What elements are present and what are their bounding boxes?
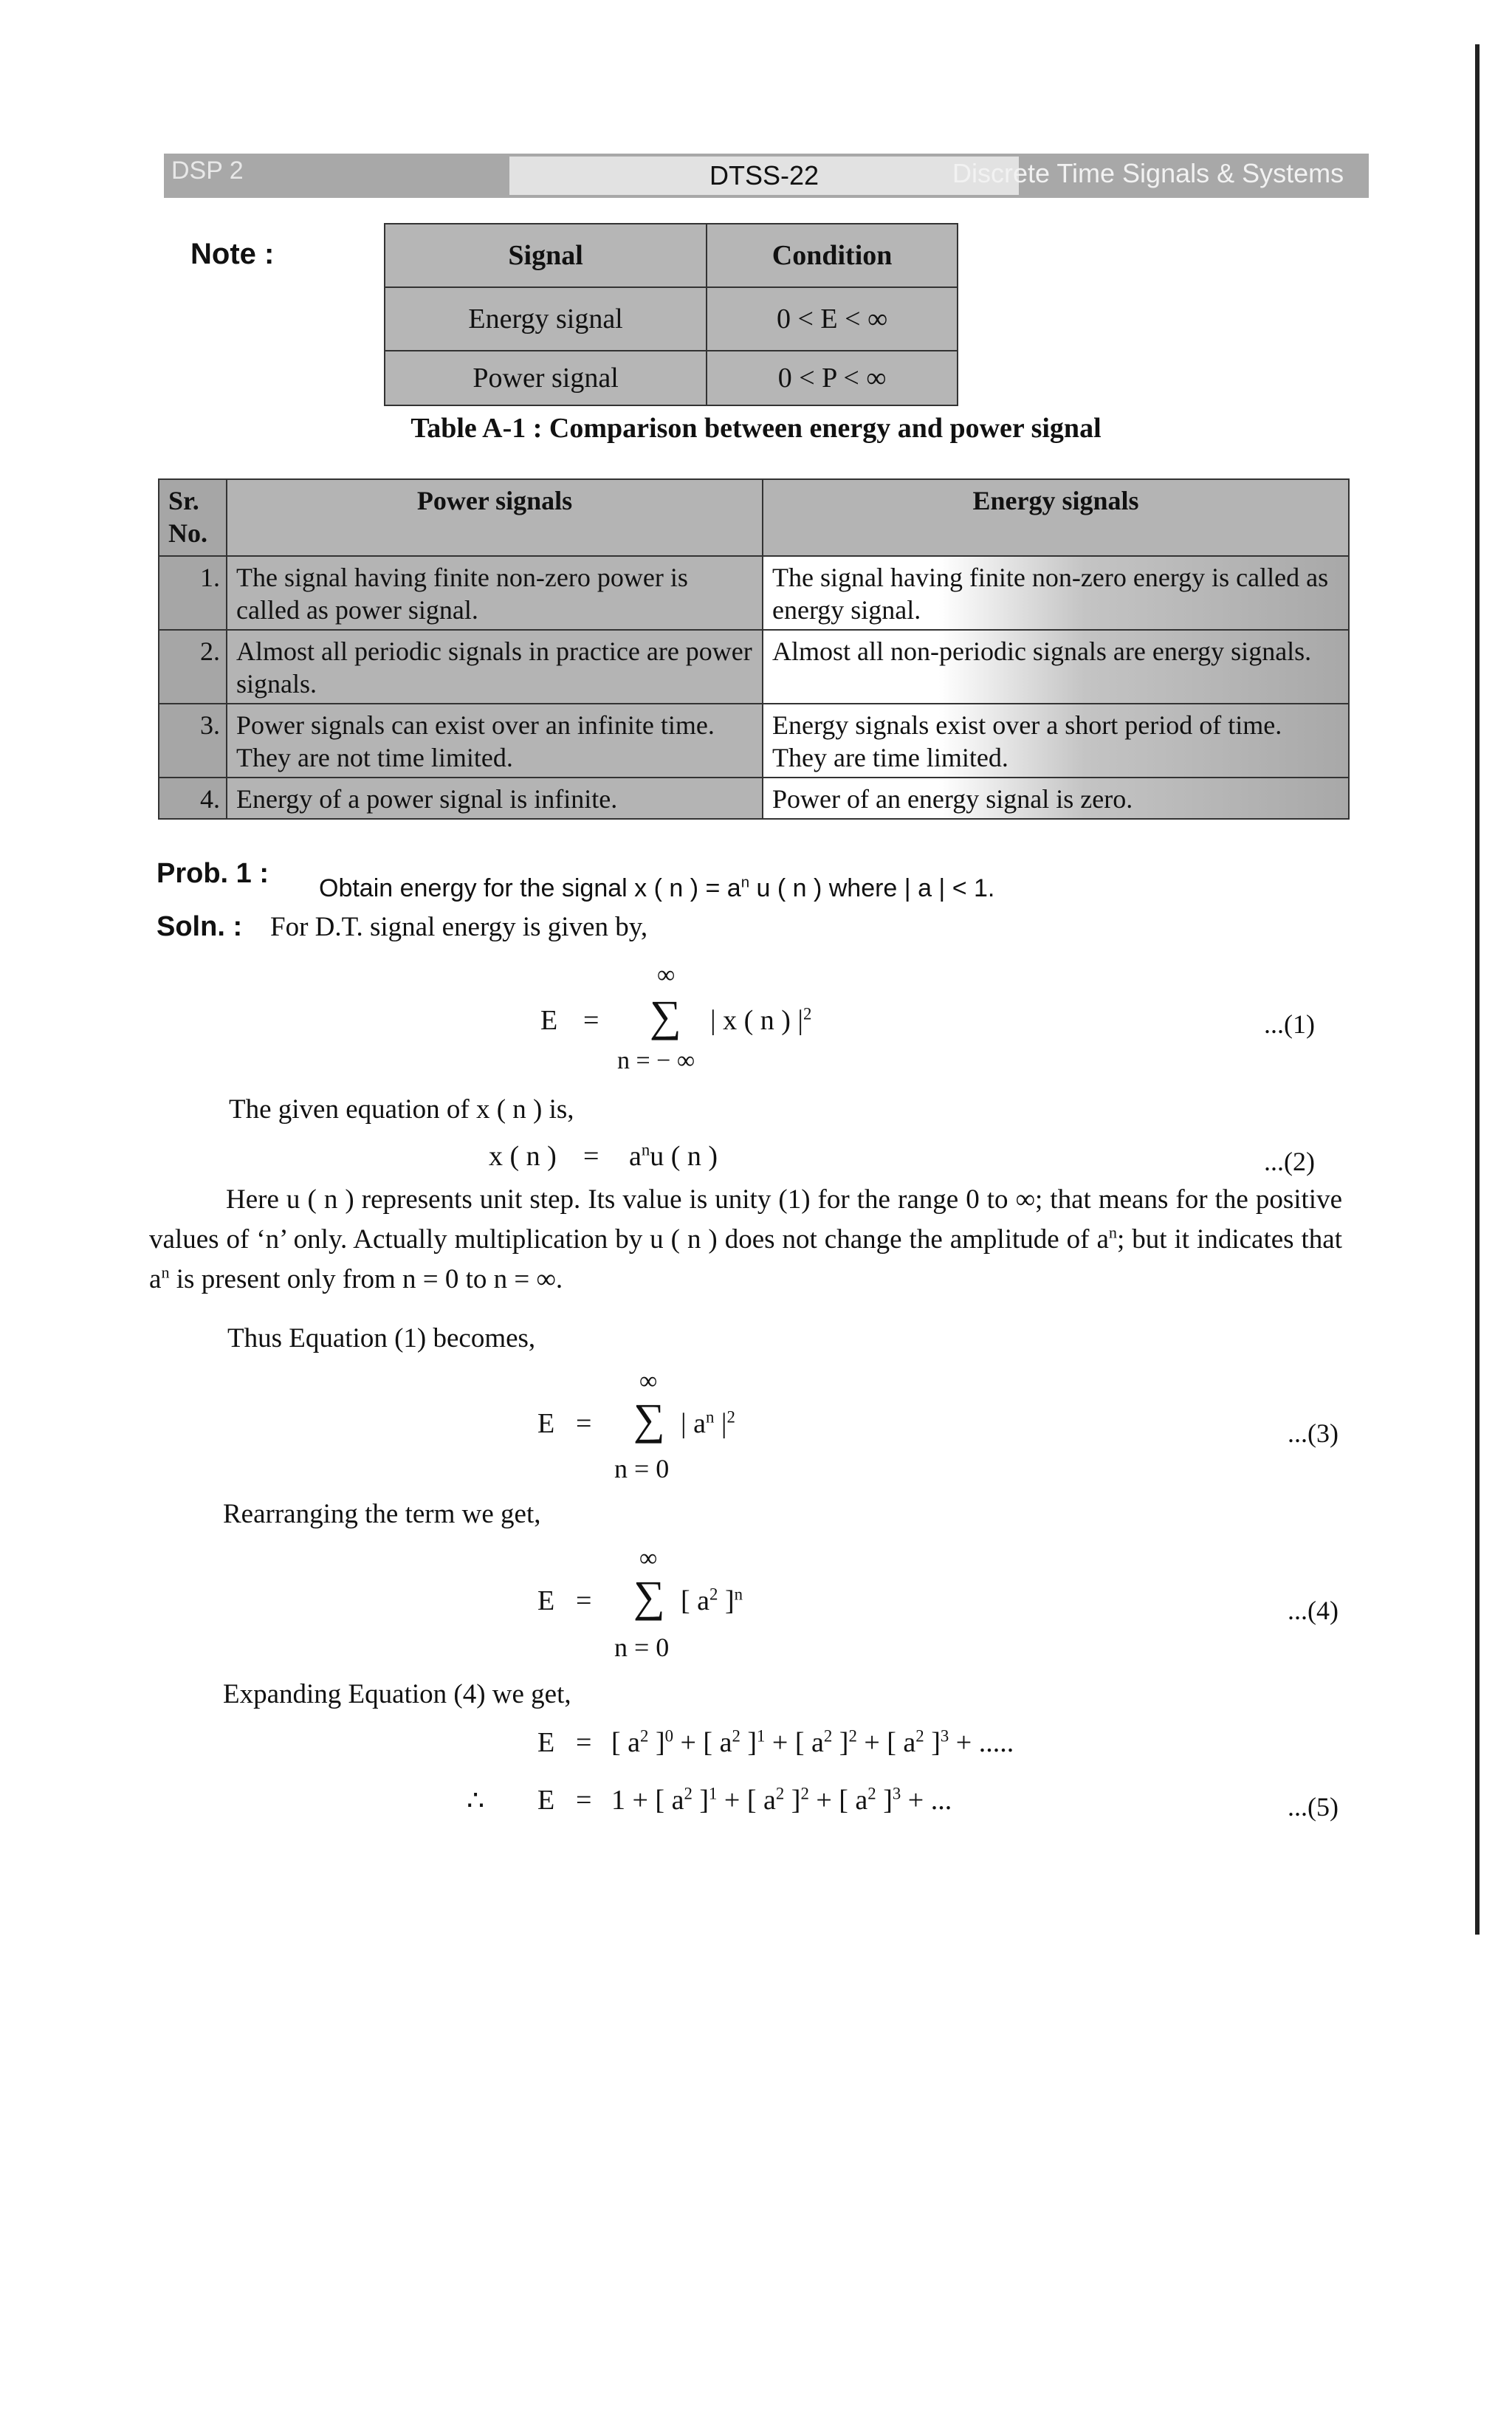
eq5a-lhs: E <box>537 1727 555 1758</box>
paragraph-text-1: Here u ( n ) represents unit step. Its value is unity (1) for the range 0 to ∞; that means for the positive values of ‘n’ only. Actually multiplication by u ( n ) does not change the amplitude of a <box>149 1184 1342 1255</box>
row-number: 1. <box>159 556 227 630</box>
eq5a-equals: = <box>576 1727 592 1758</box>
power-cell: The signal having finite non-zero power is called as power signal. <box>227 556 763 630</box>
solution-label: Soln. : <box>157 911 243 942</box>
note-table <box>384 223 958 406</box>
therefore-icon: ∴ <box>467 1785 485 1816</box>
header-page-number: DTSS-22 <box>509 157 1019 195</box>
eq4-number: ...(4) <box>1288 1596 1339 1625</box>
col-power-signals: Power signals <box>227 479 763 556</box>
energy-cell: Energy signals exist over a short period of time. They are time limited. <box>763 704 1349 778</box>
energy-cell: The signal having finite non-zero energy is called as energy signal. <box>763 556 1349 630</box>
header-chapter-title: Discrete Time Signals & Systems <box>952 158 1344 188</box>
eq1-upper-limit: ∞ <box>657 961 676 989</box>
eq3-upper-limit: ∞ <box>639 1368 658 1395</box>
eq2-term-sup: n <box>641 1140 650 1159</box>
row-number: 4. <box>159 778 227 819</box>
table-row <box>159 778 1349 819</box>
eq2-equals: = <box>583 1141 599 1172</box>
eq3-term-sup-2: 2 <box>726 1407 735 1427</box>
eq5b-equals: = <box>576 1785 592 1816</box>
eq4-term-text: [ a <box>681 1585 710 1616</box>
eq3-lhs: E <box>537 1408 555 1439</box>
problem-statement <box>319 874 994 903</box>
eq3-term <box>681 1407 735 1440</box>
given-text: The given equation of x ( n ) is, <box>229 1094 574 1125</box>
note-cell: Power signal <box>385 351 707 405</box>
eq3-term-text: | a <box>681 1408 706 1439</box>
energy-cell: Power of an energy signal is zero. <box>763 778 1349 819</box>
eq5a-rhs: [ $a^2$ ]$^0$ + [ $a^2$ ]$^1$ + [ $a^2$ ]$^2$ + [ $a^2$ ]$^3$ + ..... <box>611 1726 1014 1758</box>
eq1-lhs: E <box>540 1005 558 1036</box>
rearranging-text: Rearranging the term we get, <box>223 1499 541 1529</box>
table-row <box>159 704 1349 778</box>
eq2-term-2: u ( n ) <box>650 1141 718 1172</box>
power-cell: Energy of a power signal is infinite. <box>227 778 763 819</box>
eq3-term-sup: n <box>705 1407 715 1427</box>
summation-icon: ∑ <box>633 1572 665 1621</box>
summation-icon: ∑ <box>633 1395 665 1444</box>
eq1-term-sup: 2 <box>803 1004 812 1023</box>
problem-label: Prob. 1 : <box>157 858 269 889</box>
eq2-term: a <box>629 1141 642 1172</box>
power-cell: Almost all periodic signals in practice are power signals. <box>227 630 763 704</box>
eq4-lower-limit: n = 0 <box>614 1633 670 1662</box>
eq3-term-text-2: | <box>714 1408 727 1439</box>
eq5-number: ...(5) <box>1288 1792 1339 1822</box>
eq4-lhs: E <box>537 1585 555 1616</box>
paragraph-text-3: is present only from n = 0 to n = ∞. <box>169 1264 563 1294</box>
table-row <box>159 556 1349 630</box>
thus-text: Thus Equation (1) becomes, <box>227 1323 536 1353</box>
eq2-rhs <box>629 1140 718 1173</box>
note-col-condition: Condition <box>707 224 958 287</box>
paragraph-sup-2: n <box>161 1263 170 1282</box>
paragraph-sup-1: n <box>1108 1223 1117 1242</box>
eq4-upper-limit: ∞ <box>639 1545 658 1572</box>
problem-text: Obtain energy for the signal x ( n ) = a <box>319 874 741 902</box>
eq1-equals: = <box>583 1005 599 1036</box>
eq2-lhs: x ( n ) <box>489 1141 557 1172</box>
eq1-term-text: | x ( n ) | <box>710 1005 804 1036</box>
paragraph-text-2: ; but it indicates that a <box>149 1224 1343 1294</box>
explanation-paragraph <box>149 1180 1342 1300</box>
eq4-term <box>681 1585 743 1617</box>
solution-text: For D.T. signal energy is given by, <box>270 912 648 942</box>
margin-rule <box>1475 44 1480 1935</box>
comparison-table <box>158 478 1350 820</box>
expanding-text: Expanding Equation (4) we get, <box>223 1679 571 1709</box>
eq2-number: ...(2) <box>1264 1147 1315 1176</box>
eq4-equals: = <box>576 1585 592 1616</box>
row-number: 3. <box>159 704 227 778</box>
eq1-term <box>710 1004 811 1037</box>
table-caption: Table A-1 : Comparison between energy and power signal <box>410 413 1102 444</box>
eq3-lower-limit: n = 0 <box>614 1454 670 1483</box>
eq1-lower-limit: n = − ∞ <box>617 1047 695 1074</box>
eq1-number: ...(1) <box>1264 1009 1315 1039</box>
note-cell: 0 < E < ∞ <box>707 287 958 351</box>
summation-icon: ∑ <box>650 992 681 1040</box>
eq3-number: ...(3) <box>1288 1418 1339 1448</box>
problem-sup: n <box>740 874 750 891</box>
eq3-equals: = <box>576 1408 592 1439</box>
eq5b-lhs: E <box>537 1785 555 1816</box>
power-cell: Power signals can exist over an infinite time. They are not time limited. <box>227 704 763 778</box>
col-energy-signals: Energy signals <box>763 479 1349 556</box>
energy-cell: Almost all non-periodic signals are energy signals. <box>763 630 1349 704</box>
eq4-term-sup: 2 <box>709 1585 718 1604</box>
note-col-signal: Signal <box>385 224 707 287</box>
col-sr-no: Sr. No. <box>159 479 227 556</box>
problem-text-2: u ( n ) where | a | < 1. <box>749 874 995 902</box>
header-book-code: DSP 2 <box>171 157 244 185</box>
note-cell: 0 < P < ∞ <box>707 351 958 405</box>
row-number: 2. <box>159 630 227 704</box>
note-label: Note : <box>190 238 275 270</box>
table-row <box>159 630 1349 704</box>
eq5b-rhs: 1 + [ $a^2$ ]$^1$ + [ $a^2$ ]$^2$ + [ $a^2$ ]$^3$ + ... <box>611 1784 952 1816</box>
eq4-term-sup-2: n <box>734 1585 743 1604</box>
eq4-term-text-2: ] <box>718 1585 735 1616</box>
note-cell: Energy signal <box>385 287 707 351</box>
